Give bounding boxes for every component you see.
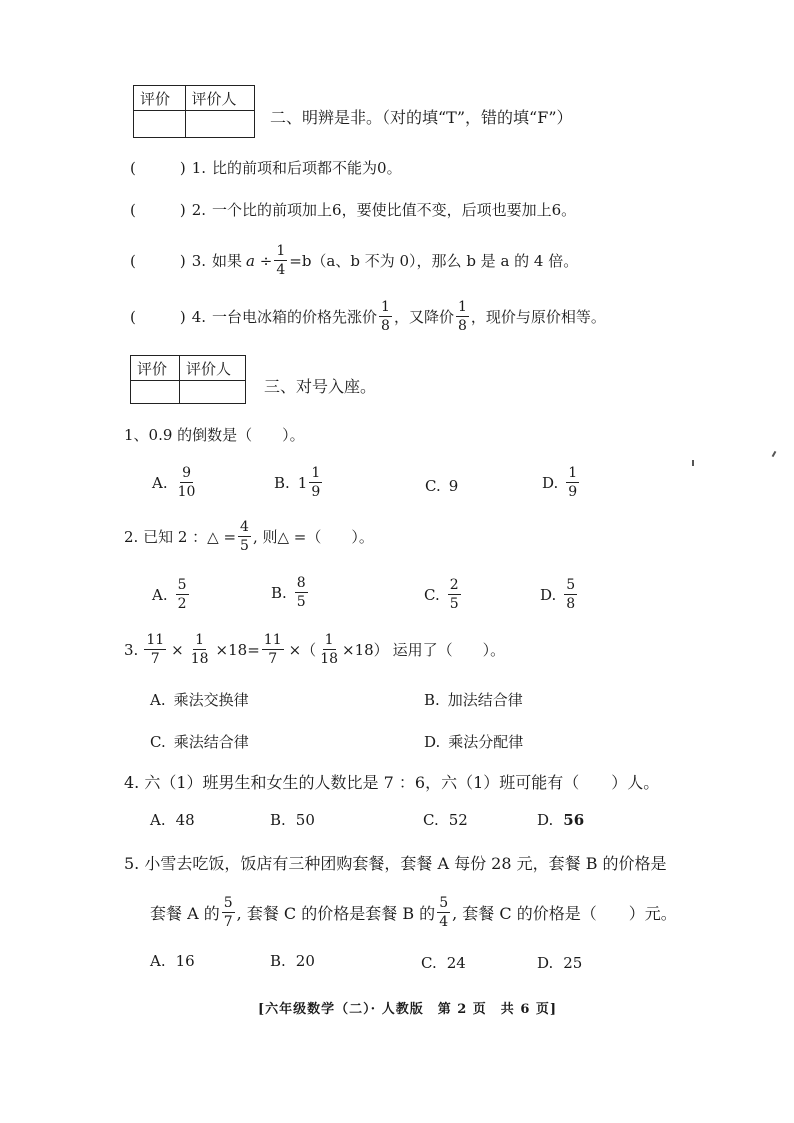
math-expr: ×18） [342, 641, 389, 659]
q5-option-b[interactable] [270, 952, 315, 970]
q4-stem: 4. 六（1）班男生和女生的人数比是 7 ：6，六（1）班可能有（ ）人。 [124, 773, 660, 792]
item-text: ，又降价 [393, 308, 454, 326]
item-number: 2. [191, 200, 207, 219]
fraction-denominator: 10 [177, 484, 196, 500]
option-label: D. [537, 811, 554, 829]
fraction [222, 896, 235, 929]
fraction-numerator: 1 [195, 632, 205, 648]
fraction [262, 633, 284, 666]
math-operator: × [171, 640, 184, 659]
q4-option-a[interactable] [150, 811, 195, 829]
fraction-numerator: 1 [324, 632, 334, 648]
option-text: 48 [175, 811, 195, 829]
grading-col-grader: 评价人 [179, 356, 245, 381]
q5-option-d[interactable] [537, 954, 582, 972]
grading-box-section2 [133, 85, 255, 138]
fraction-denominator: 8 [566, 596, 576, 612]
fraction [176, 578, 189, 611]
grading-col-grader: 评价人 [185, 86, 254, 111]
option-label: C. [421, 954, 437, 972]
q4-option-d[interactable] [537, 811, 584, 829]
q2-option-c[interactable] [424, 578, 463, 611]
q3-stem [124, 633, 505, 666]
q4-option-b[interactable] [270, 811, 315, 829]
fraction [176, 466, 198, 499]
fraction-denominator: 4 [439, 914, 449, 930]
fraction-numerator: 9 [182, 465, 191, 481]
fraction-denominator: 4 [276, 262, 286, 278]
stem-text: 套餐 A 的 [150, 904, 220, 923]
fraction-numerator: 5 [223, 895, 233, 911]
q2-option-d[interactable] [540, 578, 579, 611]
q1-option-d[interactable] [542, 466, 581, 499]
q5-stem-line2 [150, 896, 677, 929]
fraction [318, 633, 340, 666]
option-text: 乘法分配律 [448, 733, 524, 751]
math-expr: ×18= [215, 640, 260, 659]
option-text: 乘法交换律 [173, 691, 249, 709]
fraction-denominator: 7 [223, 914, 233, 930]
option-label: B. [424, 690, 440, 709]
grading-box-section3 [130, 355, 246, 404]
item-number: 4. [191, 307, 207, 326]
fraction-numerator: 5 [439, 895, 449, 911]
fraction-denominator: 18 [320, 651, 339, 667]
fraction-numerator: 8 [296, 575, 306, 591]
option-label: A. [150, 811, 166, 829]
q2-stem [124, 520, 374, 553]
q3-option-a[interactable] [150, 689, 249, 710]
q2-option-b[interactable] [271, 576, 310, 609]
fraction-denominator: 5 [296, 594, 306, 610]
option-text: 乘法结合律 [173, 733, 249, 751]
section3-title: 三、对号入座。 [264, 377, 377, 396]
item-text: =b（a、b 不为 0），那么 b 是 a 的 4 倍。 [289, 252, 579, 270]
tf-item-3 [130, 244, 578, 277]
stem-text: , 套餐 C 的价格是套餐 B 的 [236, 904, 436, 923]
option-label: A. [152, 473, 168, 492]
fraction-numerator: 2 [449, 577, 459, 593]
item-number: 1. [191, 158, 207, 177]
mixed-number-whole: 1 [297, 473, 308, 492]
item-text: 一台电冰箱的价格先涨价 [212, 308, 378, 326]
fraction [274, 244, 287, 277]
answer-paren-open: ( [130, 251, 136, 270]
stem-text: 2. 已知 2 ：△ = [124, 528, 237, 546]
grading-col-score: 评价 [131, 356, 180, 381]
option-text: 50 [295, 811, 315, 829]
fraction-denominator: 9 [311, 484, 321, 500]
option-label: C. [423, 811, 439, 829]
answer-paren-close: ) [179, 307, 186, 326]
answer-paren-close: ) [179, 200, 186, 219]
fraction [456, 300, 469, 333]
q3-option-c[interactable] [150, 731, 249, 752]
option-label: D. [424, 732, 441, 751]
option-label: B. [271, 583, 287, 602]
fraction-numerator: 5 [177, 577, 187, 593]
option-text: 16 [175, 952, 195, 970]
fraction [379, 300, 392, 333]
option-label: A. [152, 585, 168, 604]
scan-speck [692, 460, 694, 466]
fraction [295, 576, 308, 609]
math-expr: ×（ [288, 641, 317, 659]
item-text: 一个比的前项加上6，要使比值不变，后项也要加上6。 [212, 201, 577, 219]
answer-paren-open: ( [130, 307, 136, 326]
fraction-numerator: 11 [263, 632, 282, 648]
fraction [437, 896, 450, 929]
fraction [566, 466, 579, 499]
grading-col-score: 评价 [134, 86, 186, 111]
fraction-denominator: 2 [177, 596, 187, 612]
option-label: A. [150, 690, 166, 709]
tf-item-1 [130, 157, 402, 178]
fraction-numerator: 5 [566, 577, 576, 593]
q1-option-a[interactable] [152, 466, 199, 499]
fraction-denominator: 7 [150, 651, 160, 667]
option-label: D. [542, 473, 559, 492]
section2-title: 二、明辨是非。（对的填“T”，错的填“F”） [270, 108, 573, 127]
fraction-numerator: 4 [240, 519, 249, 535]
tf-item-4 [130, 300, 606, 333]
option-label: C. [425, 477, 441, 495]
option-label: D. [540, 585, 557, 604]
q5-option-a[interactable] [150, 952, 195, 970]
option-text: 加法结合律 [447, 691, 523, 709]
q3-option-d[interactable] [424, 731, 523, 752]
q5-stem-line1: 5. 小雪去吃饭，饭店有三种团购套餐，套餐 A 每份 28 元，套餐 B 的价格是 [124, 854, 667, 873]
math-expr: a ÷ [246, 251, 273, 270]
option-text: 56 [563, 811, 585, 829]
q5-option-c[interactable] [421, 954, 466, 972]
fraction-numerator: 1 [381, 299, 390, 315]
option-value: 9 [448, 477, 459, 495]
fraction [564, 578, 577, 611]
q1-option-c[interactable] [425, 477, 458, 495]
fraction [238, 520, 251, 553]
page-footer: [六年级数学（二）· 人教版 第 2 页 共 6 页] [258, 1002, 558, 1017]
q1-option-b[interactable] [274, 466, 324, 499]
fraction-numerator: 1 [311, 465, 321, 481]
tf-item-2 [130, 199, 576, 220]
option-label: B. [270, 811, 286, 829]
fraction-denominator: 5 [449, 596, 459, 612]
fraction-denominator: 18 [190, 651, 209, 667]
q4-option-c[interactable] [423, 811, 468, 829]
option-label: C. [424, 585, 440, 604]
grading-cell [131, 381, 180, 404]
option-text: 52 [448, 811, 468, 829]
item-text: ，现价与原价相等。 [470, 308, 606, 326]
option-text: 20 [295, 952, 315, 970]
option-label: D. [537, 954, 554, 972]
fraction-numerator: 11 [146, 632, 165, 648]
q3-option-b[interactable] [424, 689, 523, 710]
fraction-denominator: 9 [568, 484, 578, 500]
fraction-denominator: 7 [268, 651, 278, 667]
item-text: 如果 [212, 252, 243, 270]
fraction [448, 578, 461, 611]
answer-paren-open: ( [130, 200, 136, 219]
grading-cell [185, 111, 254, 138]
option-text: 24 [446, 954, 466, 972]
option-label: B. [274, 473, 290, 492]
q2-option-a[interactable] [152, 578, 191, 611]
fraction-denominator: 8 [381, 318, 390, 334]
fraction-denominator: 8 [457, 318, 467, 334]
stem-text: 运用了（ ）。 [392, 641, 506, 659]
stem-text: , 则△ =（ ）。 [252, 528, 374, 546]
item-number: 3. [191, 251, 207, 270]
option-label: C. [150, 732, 166, 751]
grading-cell [134, 111, 186, 138]
fraction-numerator: 1 [568, 465, 578, 481]
q1-stem: 1、0.9 的倒数是（ ）。 [124, 426, 305, 444]
fraction [144, 633, 166, 666]
fraction-numerator: 1 [276, 243, 286, 259]
item-text: 比的前项和后项都不能为0。 [212, 159, 402, 177]
item-number: 3. [124, 640, 139, 659]
scan-speck [772, 451, 777, 457]
option-label: A. [150, 952, 166, 970]
fraction-numerator: 1 [457, 299, 467, 315]
fraction [309, 466, 322, 499]
answer-paren-open: ( [130, 158, 136, 177]
stem-text: , 套餐 C 的价格是（ ）元。 [452, 904, 677, 923]
answer-paren-close: ) [179, 158, 186, 177]
fraction-denominator: 5 [240, 538, 249, 554]
grading-cell [179, 381, 245, 404]
answer-paren-close: ) [179, 251, 186, 270]
fraction [189, 633, 211, 666]
option-label: B. [270, 952, 286, 970]
option-text: 25 [563, 954, 583, 972]
